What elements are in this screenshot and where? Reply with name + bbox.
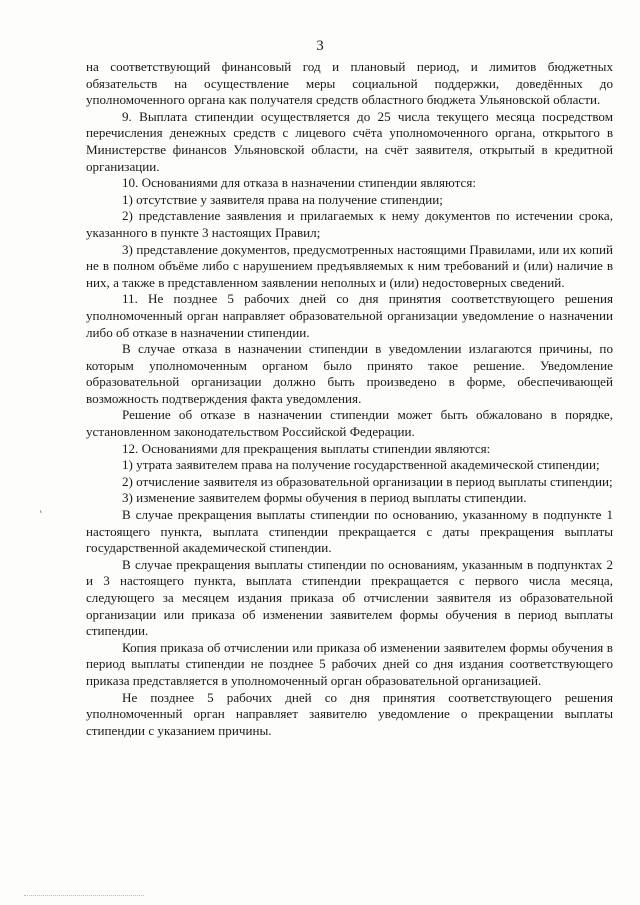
paragraph-item-9: 9. Выплата стипендии осуществляется до 25 числа текущего месяца посредством перечисления денежных средств с лицевого счёта уполномоченного органа, открытого в Министерстве финансов Ульяновской области, на счёт заявителя, открытый в кредитной организации. xyxy=(86,108,613,174)
paragraph-termination-basis-1: В случае прекращения выплаты стипендии по основанию, указанному в подпункте 1 настоящего пункта, выплата стипендии прекращается с даты прекращения выплаты государственной академической стипендии. xyxy=(86,507,613,556)
paragraph-termination-basis-2-3: В случае прекращения выплаты стипендии по основаниям, указанным в подпунктах 2 и 3 настоящего пункта, выплата стипендии прекращается с первого числа месяца, следующего за месяцем издания приказа об отчислении заявителя из образовательной организации или приказа об изменении заявителем формы обучения в период выплаты стипендии. xyxy=(86,556,613,639)
paragraph-item-12-3: 3) изменение заявителем формы обучения в период выплаты стипендии. xyxy=(122,490,527,506)
paragraph-item-12: 12. Основаниями для прекращения выплаты стипендии являются: xyxy=(122,440,491,456)
scan-artifact xyxy=(24,895,144,899)
paragraph-order-copy: Копия приказа об отчислении или приказа об изменении заявителем формы обучения в период выплаты стипендии не позднее 5 рабочих дней со дня издания соответствующего приказа представляется в уполномоченный орган образовательной организацией. xyxy=(86,639,613,688)
paragraph-item-12-2: 2) отчисление заявителя из образовательной организации в период выплаты стипендии; xyxy=(122,473,613,489)
paragraph-item-12-1: 1) утрата заявителем права на получение государственной академической стипендии; xyxy=(122,457,600,473)
paragraph-termination-notice: Не позднее 5 рабочих дней со дня принятия соответствующего решения уполномоченный орган направляет заявителю уведомление о прекращении выплаты стипендии с указанием причины. xyxy=(86,689,613,738)
paragraph-item-10-2: 2) представление заявления и прилагаемых к нему документов по истечении срока, указанного в пункте 3 настоящих Правил; xyxy=(86,208,613,240)
paragraph-item-10-1: 1) отсутствие у заявителя права на получение стипендии; xyxy=(122,191,443,207)
paragraph-refusal-reasons: В случае отказа в назначении стипендии в уведомлении излагаются причины, по которым уполномоченным органом было принято такое решение. Уведомление образовательной организации должно быть произведено в форме, обеспечивающей возможность подтверждения факта уведомления. xyxy=(86,341,613,406)
margin-mark: ‘ xyxy=(37,507,47,521)
paragraph-appeal: Решение об отказе в назначении стипендии может быть обжаловано в порядке, установленном законодательством Российской Федерации. xyxy=(86,407,613,440)
paragraph-item-11: 11. Не позднее 5 рабочих дней со дня принятия соответствующего решения уполномоченный орган направляет образовательной организации уведомление о назначении либо об отказе в назначении стипендии. xyxy=(86,291,613,340)
paragraph-item-10-3: 3) представление документов, предусмотренных настоящими Правилами, или их копий не в полном объёме либо с нарушением предъявляемых к ним требований и (или) наличие в них, а также в представленном заявлении неполных и (или) недостоверных сведений. xyxy=(86,241,613,290)
page-number: 3 xyxy=(316,38,324,54)
paragraph-continuation: на соответствующий финансовый год и плановый период, и лимитов бюджетных обязательств на осуществление меры социальной поддержки, доведённых до уполномоченного органа как получателя средств областного бюджета Ульяновской области. xyxy=(86,59,613,108)
document-body xyxy=(86,59,613,739)
paragraph-item-10: 10. Основаниями для отказа в назначении стипендии являются: xyxy=(122,175,477,191)
